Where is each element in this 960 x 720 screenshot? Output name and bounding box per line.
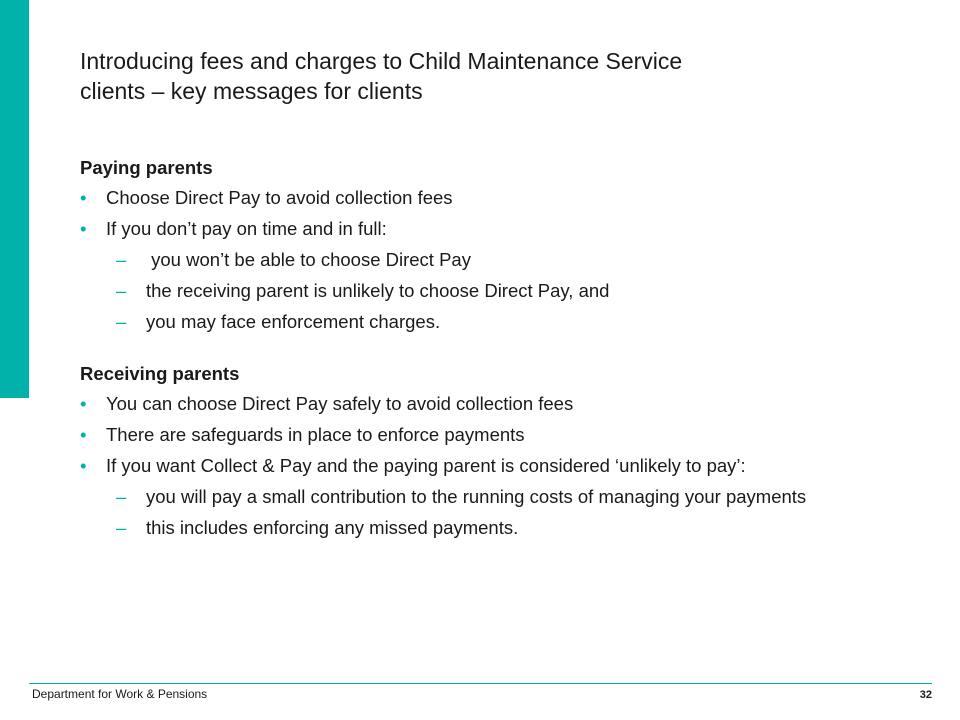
list-item-text: There are safeguards in place to enforce payments bbox=[106, 424, 525, 445]
slide-content bbox=[80, 156, 880, 548]
sub-list-item-text: you won’t be able to choose Direct Pay bbox=[146, 249, 471, 270]
sub-list-item bbox=[80, 486, 880, 508]
list-item-text: You can choose Direct Pay safely to avoid collection fees bbox=[106, 393, 574, 414]
title-line-2: clients – key messages for clients bbox=[80, 78, 423, 104]
footer-department: Department for Work & Pensions bbox=[32, 687, 208, 701]
list-item bbox=[80, 424, 880, 446]
sub-list-item bbox=[80, 311, 880, 333]
dash-marker: – bbox=[116, 249, 127, 270]
list-item-text: Choose Direct Pay to avoid collection fees bbox=[106, 187, 453, 208]
dash-marker: – bbox=[116, 280, 127, 301]
sub-list-item bbox=[80, 249, 880, 271]
slide-title bbox=[80, 46, 880, 106]
dash-marker: – bbox=[116, 486, 127, 507]
list-item bbox=[80, 455, 880, 477]
bullet-marker: • bbox=[80, 455, 87, 476]
sub-list-item bbox=[80, 517, 880, 539]
sub-list-item-text: you may face enforcement charges. bbox=[146, 311, 441, 332]
paying-parents-heading: Paying parents bbox=[80, 157, 213, 178]
list-item bbox=[80, 393, 880, 415]
footer-divider bbox=[29, 683, 932, 684]
list-item-text: If you don’t pay on time and in full: bbox=[106, 218, 387, 239]
sub-list-item-text: the receiving parent is unlikely to choose Direct Pay, and bbox=[146, 280, 610, 301]
accent-bar bbox=[0, 0, 29, 398]
sub-list-item bbox=[80, 280, 880, 302]
title-line-1: Introducing fees and charges to Child Maintenance Service bbox=[80, 48, 683, 74]
receiving-parents-heading: Receiving parents bbox=[80, 363, 240, 384]
dash-marker: – bbox=[116, 311, 127, 332]
bullet-marker: • bbox=[80, 424, 87, 445]
list-item-text: If you want Collect & Pay and the paying parent is considered ‘unlikely to pay’: bbox=[106, 455, 746, 476]
list-item bbox=[80, 218, 880, 240]
sub-list-item-text: you will pay a small contribution to the running costs of managing your payments bbox=[146, 486, 807, 507]
list-item bbox=[80, 187, 880, 209]
dash-marker: – bbox=[116, 517, 127, 538]
page-number: 32 bbox=[919, 689, 932, 701]
sub-list-item-text: this includes enforcing any missed payments. bbox=[146, 517, 519, 538]
bullet-marker: • bbox=[80, 187, 87, 208]
bullet-marker: • bbox=[80, 218, 87, 239]
bullet-marker: • bbox=[80, 393, 87, 414]
